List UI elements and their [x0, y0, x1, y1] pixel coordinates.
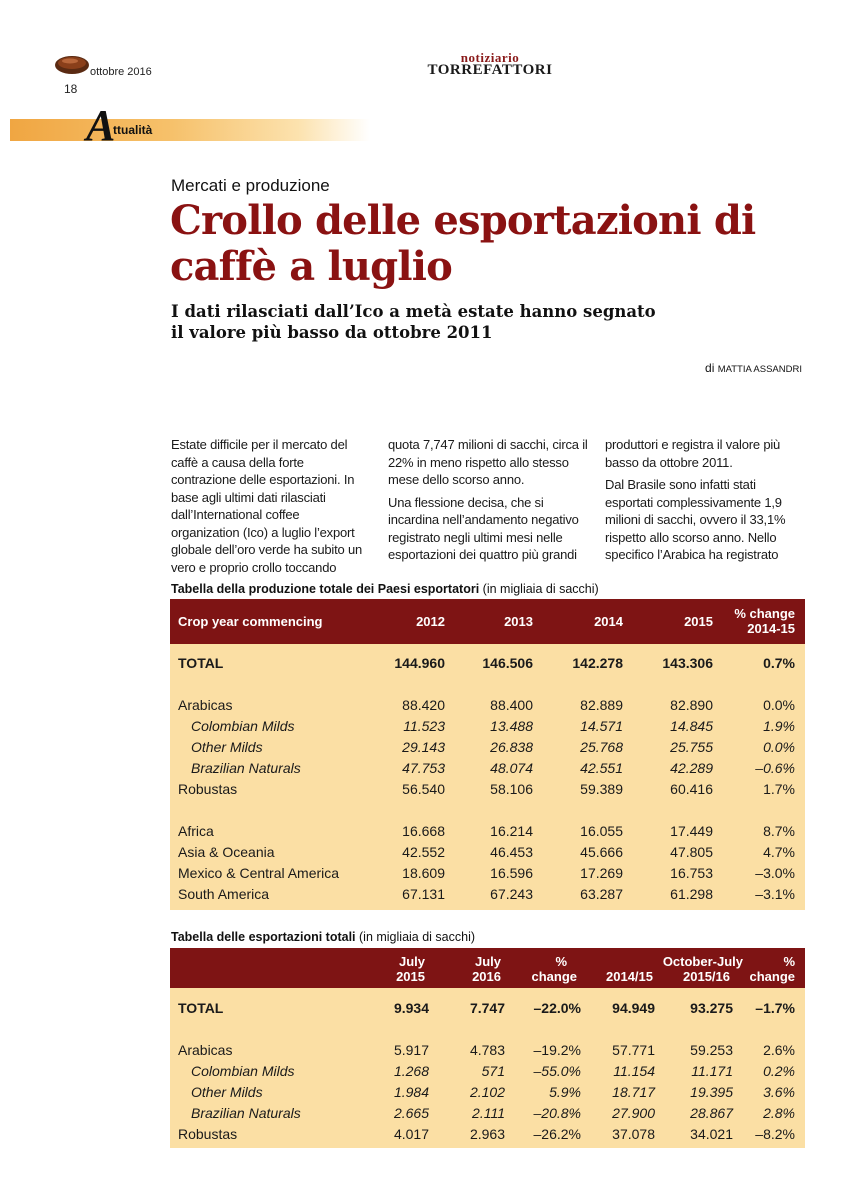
table-cell: 2.6%	[763, 1042, 795, 1058]
table-cell: 17.269	[580, 865, 623, 881]
table-cell: –8.2%	[755, 1126, 795, 1142]
table2-caption-title: Tabella delle esportazioni totali	[171, 930, 356, 944]
table1-caption-unit: (in migliaia di sacchi)	[479, 582, 599, 596]
row-label: Colombian Milds	[191, 718, 295, 734]
table-cell: 29.143	[402, 739, 445, 755]
row-label: TOTAL	[178, 1000, 224, 1016]
table-cell: 16.753	[670, 865, 713, 881]
row-label: Arabicas	[178, 1042, 233, 1058]
header-october-july: October-July	[662, 954, 743, 969]
table-cell: –0.6%	[755, 760, 795, 776]
table-cell: 25.768	[580, 739, 623, 755]
table2-caption-unit: (in migliaia di sacchi)	[355, 930, 476, 944]
table-cell: 67.131	[402, 886, 445, 902]
section-band	[10, 119, 370, 141]
table1-caption-title: Tabella della produzione totale dei Paesi esportatori	[171, 582, 480, 596]
body-column-3	[605, 436, 805, 569]
table-cell: –3.0%	[755, 865, 795, 881]
article-title	[170, 198, 820, 290]
table-cell: 11.154	[613, 1063, 655, 1079]
table-cell: 2.665	[393, 1105, 429, 1121]
production-table	[170, 599, 805, 910]
header-2015: 2015	[684, 614, 713, 629]
article-kicker: Mercati e produzione	[171, 176, 330, 195]
table-cell: 42.552	[402, 844, 445, 860]
table-cell: 14.571	[580, 718, 623, 734]
table-cell: –20.8%	[533, 1105, 581, 1121]
table-cell: 11.523	[403, 718, 445, 734]
header-change-period: 2014-15	[747, 621, 795, 636]
table-cell: 16.596	[490, 865, 533, 881]
table-cell: 47.753	[402, 760, 445, 776]
table-cell: 67.243	[490, 886, 533, 902]
header-pct-2: %	[783, 954, 795, 969]
byline-author: MATTIA ASSANDRI	[717, 364, 802, 375]
row-label: Mexico & Central America	[178, 865, 340, 881]
table-cell: 25.755	[670, 739, 713, 755]
section-label: ttualità	[113, 123, 153, 137]
table-cell: 142.278	[572, 655, 623, 671]
table-cell: 2.963	[469, 1126, 505, 1142]
table-cell: 63.287	[580, 886, 623, 902]
table-cell: 61.298	[670, 886, 713, 902]
exports-table	[170, 948, 805, 1148]
table-cell: 11.171	[691, 1063, 733, 1079]
table-cell: 5.9%	[549, 1084, 581, 1100]
row-label: Asia & Oceania	[178, 844, 275, 860]
table-cell: 26.838	[490, 739, 533, 755]
table-cell: 16.668	[402, 823, 445, 839]
row-label: South America	[178, 886, 270, 902]
header-change-2: change	[749, 969, 795, 984]
header-crop-year: Crop year commencing	[178, 614, 323, 629]
table-cell: 2.102	[469, 1084, 505, 1100]
header-2014-15: 2014/15	[606, 969, 653, 984]
row-label: Colombian Milds	[191, 1063, 295, 1079]
table-cell: 27.900	[612, 1105, 655, 1121]
table-cell: 42.289	[670, 760, 713, 776]
table-cell: 88.400	[490, 697, 533, 713]
table-cell: 19.395	[690, 1084, 733, 1100]
table-cell: 13.488	[490, 718, 533, 734]
table-cell: 1.268	[393, 1063, 429, 1079]
table-cell: 94.949	[612, 1000, 655, 1016]
header-july-2015-month: July	[398, 954, 425, 969]
table-cell: 42.551	[580, 760, 623, 776]
table-cell: –1.7%	[755, 1000, 795, 1016]
table-cell: 37.078	[612, 1126, 655, 1142]
body-column-1	[171, 436, 371, 581]
byline-prefix: di	[705, 361, 715, 375]
header-july-2016-year: 2016	[472, 969, 501, 984]
table-cell: 56.540	[402, 781, 445, 797]
table-cell: 34.021	[690, 1126, 733, 1142]
row-label: Brazilian Naturals	[191, 760, 301, 776]
issue-date: ottobre 2016	[90, 66, 152, 78]
table-cell: 4.017	[393, 1126, 429, 1142]
row-label: Arabicas	[178, 697, 233, 713]
table-cell: 16.055	[580, 823, 623, 839]
row-label: Brazilian Naturals	[191, 1105, 301, 1121]
table-cell: 47.805	[670, 844, 713, 860]
table-cell: 144.960	[394, 655, 445, 671]
table-cell: 0.2%	[763, 1063, 795, 1079]
table-cell: 146.506	[482, 655, 533, 671]
title-line-2: caffè a luglio	[170, 243, 453, 290]
table-cell: 143.306	[662, 655, 713, 671]
title-line-1: Crollo delle esportazioni di	[170, 197, 756, 244]
table-cell: 82.890	[670, 697, 713, 713]
body-column-2	[388, 436, 588, 569]
table-cell: 46.453	[490, 844, 533, 860]
header-change: % change	[734, 606, 795, 621]
table-cell: 5.917	[393, 1042, 429, 1058]
table1-caption	[171, 582, 599, 596]
row-label: Other Milds	[191, 739, 263, 755]
table-cell: 4.7%	[763, 844, 795, 860]
header-pct-1: %	[555, 954, 567, 969]
table2-caption	[171, 930, 475, 944]
standfirst-line-2: il valore più basso da ottobre 2011	[171, 323, 493, 342]
paragraph: Una flessione decisa, che si incardina nell’andamento negativo registrato negli ultimi mesi nelle esportazioni dei quattro più grandi	[388, 494, 579, 562]
table-cell: 1.7%	[763, 781, 795, 797]
table-cell: –19.2%	[533, 1042, 581, 1058]
row-label: TOTAL	[178, 655, 224, 671]
header-2012: 2012	[416, 614, 445, 629]
row-label: Other Milds	[191, 1084, 263, 1100]
paragraph: Estate difficile per il mercato del caffè a causa della forte contrazione delle esportazioni. In base agli ultimi dati rilasciati dall’International coffee organization (Ico) a luglio l’export globale dell’oro verde ha subito un vero e proprio crollo toccando	[171, 437, 363, 575]
paragraph: produttori e registra il valore più basso da ottobre 2011.	[605, 437, 781, 470]
row-label: Robustas	[178, 781, 238, 797]
table-cell: 14.845	[670, 718, 713, 734]
table2-header	[170, 948, 805, 988]
table-cell: 93.275	[690, 1000, 733, 1016]
table-cell: 58.106	[490, 781, 533, 797]
table-cell: 59.389	[580, 781, 623, 797]
table-cell: –55.0%	[533, 1063, 581, 1079]
paragraph: quota 7,747 milioni di sacchi, circa il 22% in meno rispetto allo stesso mese dello scorso anno.	[388, 437, 588, 487]
table-cell: –22.0%	[533, 1000, 581, 1016]
table-cell: 1.9%	[763, 718, 795, 734]
table-cell: 88.420	[402, 697, 445, 713]
table-cell: 2.8%	[763, 1105, 795, 1121]
table-cell: –26.2%	[533, 1126, 581, 1142]
table-cell: 59.253	[690, 1042, 733, 1058]
table-cell: 28.867	[690, 1105, 733, 1121]
table-cell: 16.214	[490, 823, 533, 839]
table-cell: 3.6%	[763, 1084, 795, 1100]
table-cell: 9.934	[393, 1000, 429, 1016]
coffee-bean-logo-icon	[54, 52, 90, 76]
table-cell: 57.771	[612, 1042, 655, 1058]
byline	[705, 361, 802, 375]
paragraph: Dal Brasile sono infatti stati esportati complessivamente 1,9 milioni di sacchi, ovvero il 33,1% rispetto allo scorso anno. Nello specifico l’Arabica ha registrato	[605, 477, 786, 562]
section-initial: A	[86, 101, 116, 150]
article-standfirst	[171, 301, 731, 343]
table-cell: 17.449	[670, 823, 713, 839]
table-cell: 8.7%	[763, 823, 795, 839]
table-cell: 48.074	[490, 760, 533, 776]
table-cell: 45.666	[580, 844, 623, 860]
row-label: Robustas	[178, 1126, 238, 1142]
page-number: 18	[64, 82, 78, 96]
masthead-top: notiziario	[460, 50, 520, 65]
table-cell: –3.1%	[755, 886, 795, 902]
header-change-1: change	[531, 969, 577, 984]
table-cell: 2.111	[472, 1105, 505, 1121]
table-cell: 1.984	[393, 1084, 429, 1100]
table-cell: 82.889	[580, 697, 623, 713]
table-cell: 0.0%	[763, 697, 795, 713]
header-2015-16: 2015/16	[683, 969, 730, 984]
table-cell: 0.0%	[763, 739, 795, 755]
table-cell: 60.416	[670, 781, 713, 797]
table-cell: 0.7%	[763, 655, 795, 671]
table-cell: 4.783	[469, 1042, 505, 1058]
masthead-title: TORREFATTORI	[427, 62, 553, 78]
header-july-2015-year: 2015	[396, 969, 425, 984]
table-cell: 18.609	[402, 865, 445, 881]
table1-header	[170, 599, 805, 644]
table-cell: 18.717	[612, 1084, 655, 1100]
table-cell: 571	[481, 1063, 505, 1079]
header-july-2016-month: July	[474, 954, 501, 969]
table-cell: 7.747	[469, 1000, 505, 1016]
standfirst-line-1: I dati rilasciati dall’Ico a metà estate hanno segnato	[171, 302, 656, 321]
row-label: Africa	[178, 823, 214, 839]
header-2013: 2013	[504, 614, 533, 629]
header-2014: 2014	[594, 614, 623, 629]
